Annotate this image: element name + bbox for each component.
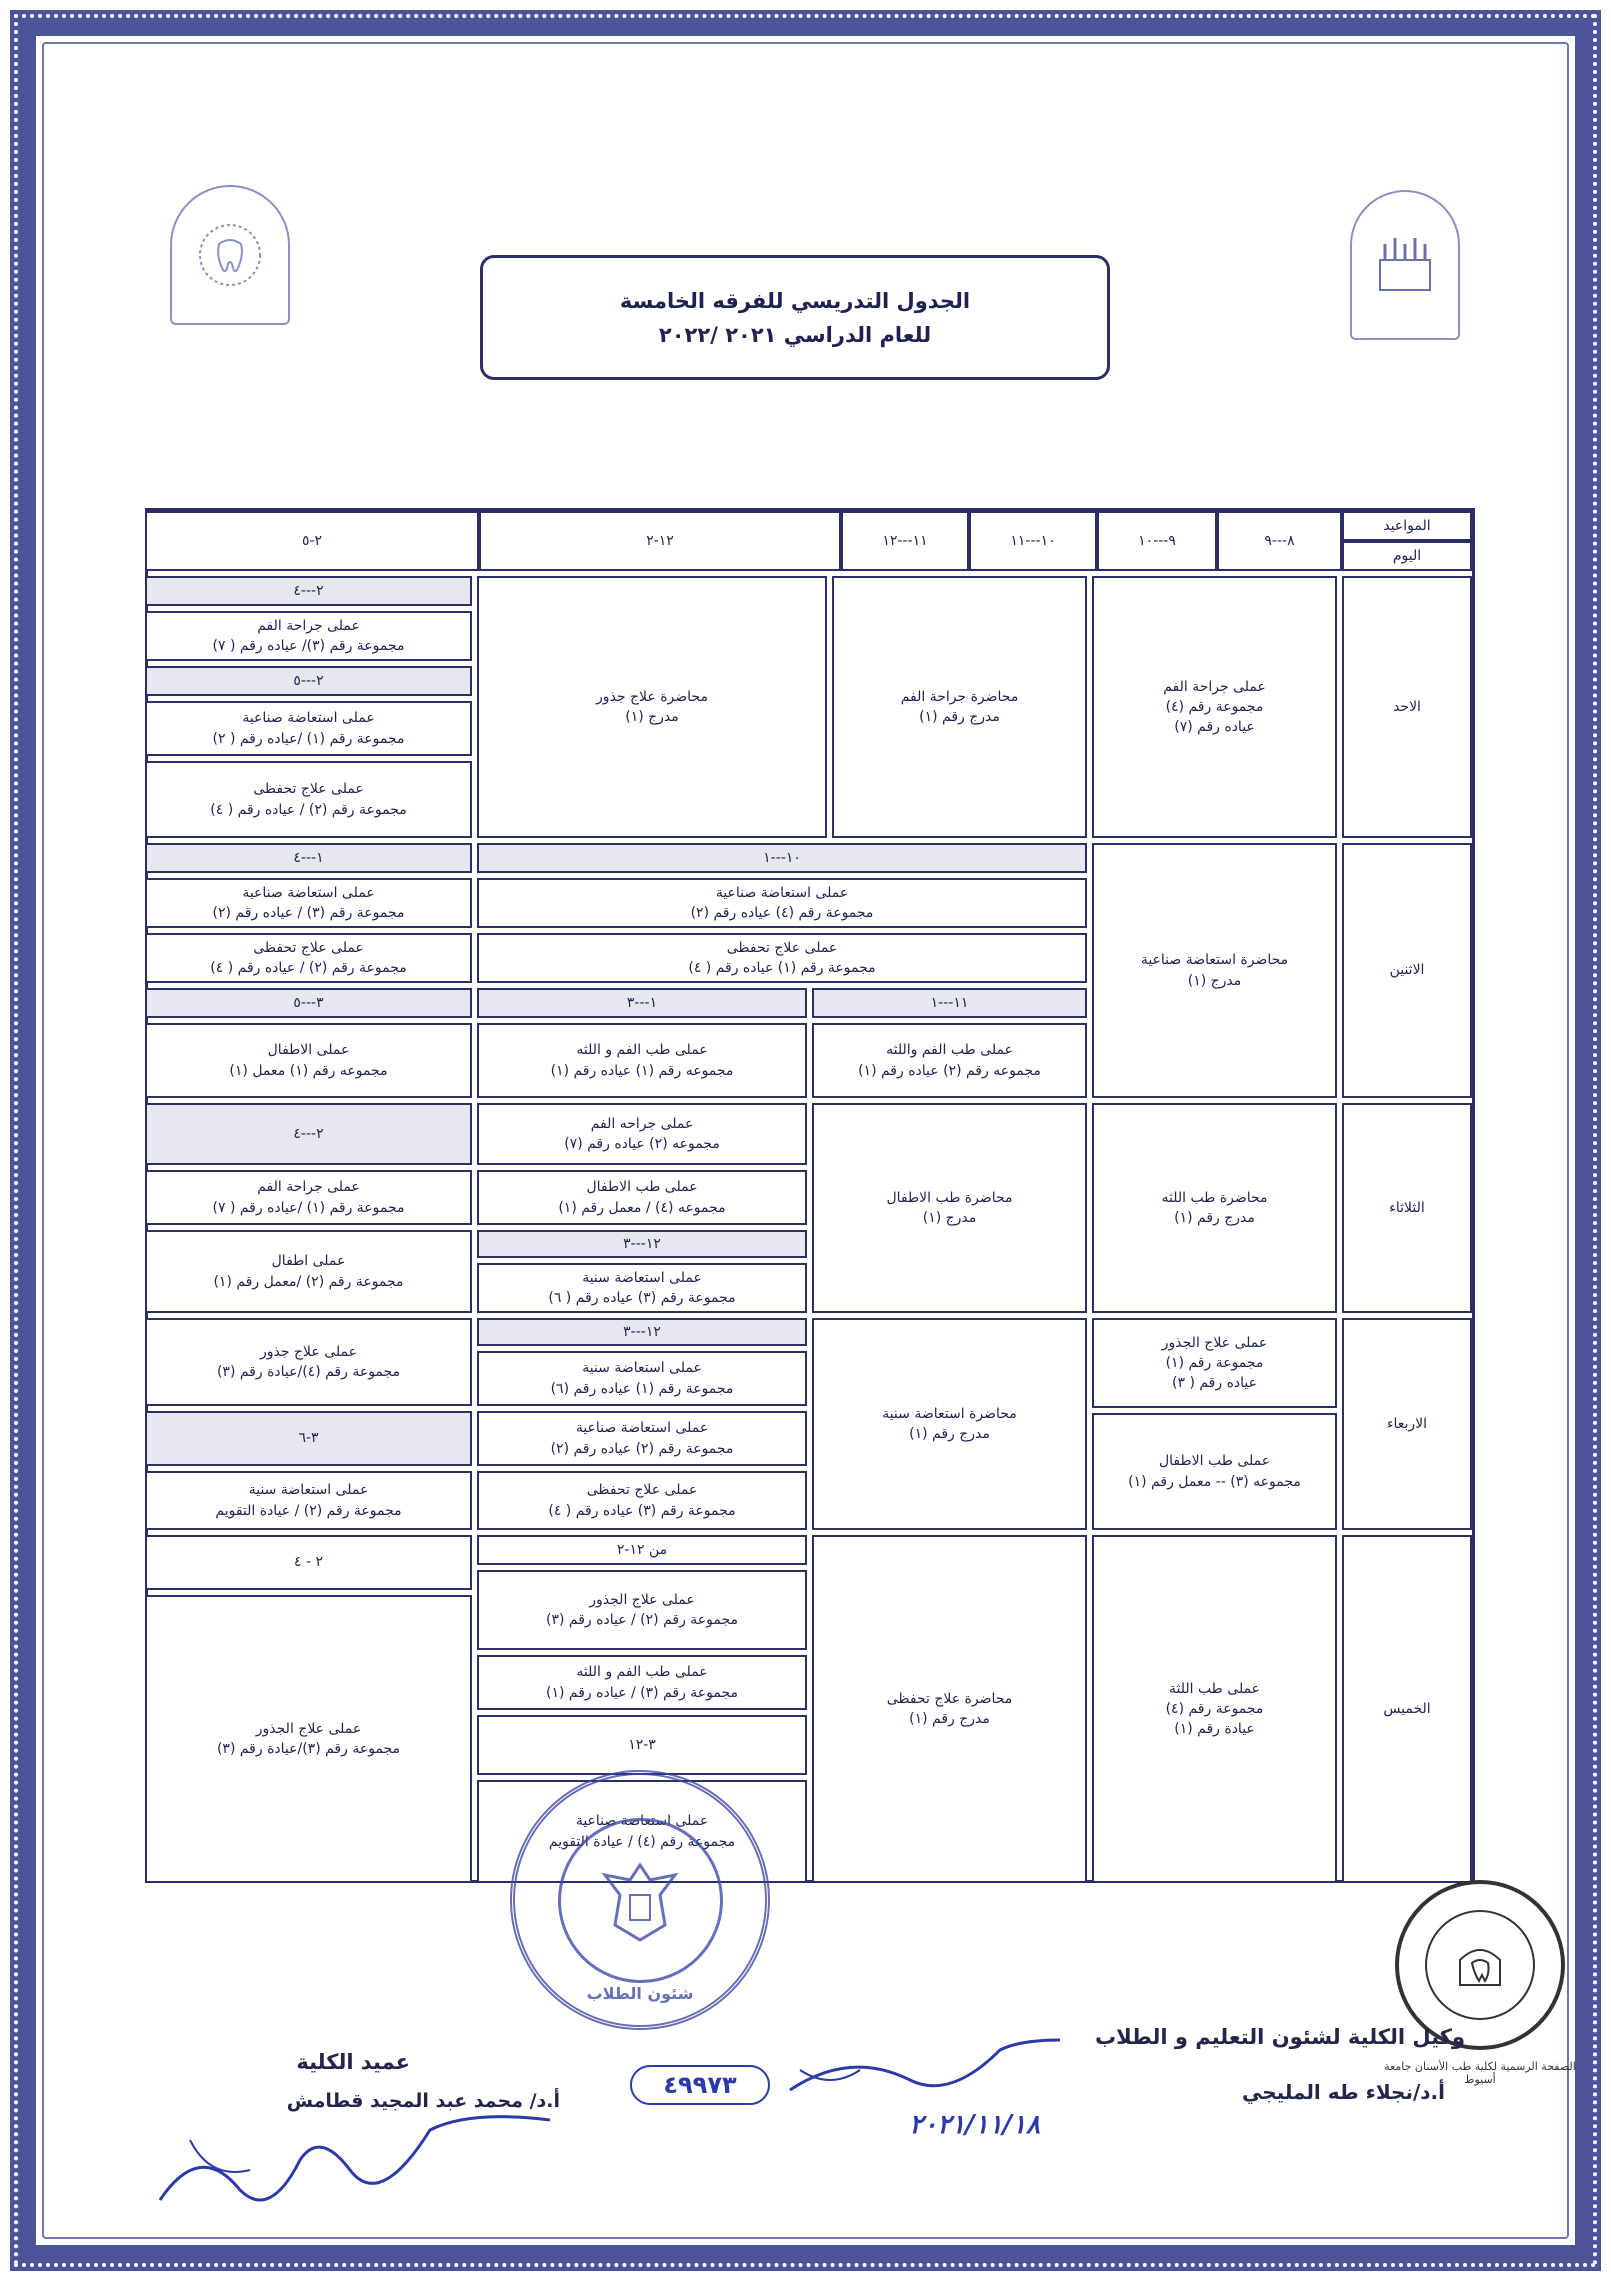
time-label: ١١---١: [930, 994, 969, 1011]
sunday-session-b: [145, 701, 472, 756]
header-day: [1342, 541, 1472, 571]
session-title: محاضرة طب اللثه: [1161, 1189, 1268, 1206]
wednesday-time-right: [145, 1411, 472, 1466]
wednesday-8-10-b: [1092, 1413, 1337, 1530]
time-label: ٢ - ٤: [294, 1554, 324, 1571]
dean-name: أ.د/ محمد عبد المجيد قطامش: [286, 2090, 560, 2112]
session-title: عملى استعاضة صناعية: [242, 710, 375, 727]
time-label: ١١---١٢: [882, 532, 928, 549]
sunday-10-12: [832, 576, 1087, 838]
title-box: [480, 255, 1110, 380]
header-times: [1342, 511, 1472, 541]
session-detail: مدرج (١): [1187, 972, 1242, 989]
session-detail: مجموعه رقم (١) معمل (١): [229, 1062, 388, 1079]
session-title: عملى استعاضة صناعية: [575, 1420, 709, 1437]
time-label: ١---٤: [293, 849, 324, 866]
session-detail: مجموعه (٢) عياده رقم (٧): [564, 1136, 720, 1152]
wednesday-right-1: [145, 1318, 472, 1406]
session-title: عملى استعاضة صناعية: [715, 884, 849, 901]
sunday-12-2: [477, 576, 827, 838]
session-title: عملى استعاضة سنية: [582, 1360, 702, 1377]
session-detail: مدرج رقم (١): [909, 1711, 990, 1727]
time-label: ٢---٥: [293, 672, 324, 689]
thursday-time-right: [145, 1535, 472, 1590]
student-affairs-stamp: [510, 1770, 770, 2030]
time-slot: [841, 511, 969, 571]
session-title: عملى علاج الجذور: [589, 1591, 695, 1608]
session-detail: مجموعة رقم (١) عياده رقم ( ٤): [688, 960, 876, 976]
session-title: عملى جراحة الفم: [257, 617, 360, 634]
session-detail: مجموعة رقم (٢) /معمل رقم (١): [213, 1273, 404, 1290]
session-detail: مجموعة رقم (٣)/عيادة رقم (٣): [216, 1741, 401, 1757]
day-label: الاثنين: [1389, 962, 1425, 979]
vice-dean-signature: [780, 2030, 1080, 2110]
session-detail: مدرج رقم (١): [909, 1426, 990, 1442]
time-label: ٣---٥: [293, 994, 324, 1011]
tuesday-mid-3: [477, 1263, 807, 1313]
session-detail: مجموعة رقم (٣) عياده رقم ( ٤): [548, 1502, 736, 1519]
session-detail: مدرج رقم (١): [1174, 1210, 1255, 1226]
day-wednesday: [1342, 1318, 1472, 1530]
session-title: عملى علاج الجذور: [255, 1720, 362, 1737]
session-title: عملى علاج تحفظى: [253, 781, 364, 798]
dean-title: عميد الكلية: [296, 2050, 410, 2074]
seal-text: الصفحة الرسمية لكلية طب الأسنان جامعة أسيوط: [1384, 2060, 1576, 2086]
session-detail: مجموعة رقم (٢) / عياده رقم ( ٤): [210, 960, 407, 976]
sunday-session-a: [145, 611, 472, 661]
handwritten-date: ٢٠٢١/١١/١٨: [909, 2110, 1040, 2140]
day-sunday: [1342, 576, 1472, 838]
monday-time-b: [477, 988, 807, 1018]
thursday-8-10: [1092, 1535, 1337, 1883]
session-title: عملى استعاضة صناعية: [575, 1813, 709, 1830]
tuesday-mid-1: [477, 1103, 807, 1165]
time-label: ١٢---٣: [623, 1235, 661, 1252]
session-title: عملى طب الفم و اللثه: [576, 1042, 708, 1059]
session-detail: مجموعه رقم (١) عياده رقم (١): [550, 1062, 734, 1079]
session-detail: مجموعة رقم (٣) / عياده رقم (٢): [212, 905, 405, 921]
thursday-time-mid: [477, 1535, 807, 1565]
session-title: محاضرة علاج تحفظى: [886, 1690, 1013, 1707]
monday-right-2: [145, 933, 472, 983]
time-label: ٢---٤: [293, 582, 324, 599]
monday-x3: [145, 1023, 472, 1098]
thursday-right-1: [145, 1595, 472, 1883]
thursday-time-mid-2: [477, 1715, 807, 1775]
sunday-session-c: [145, 761, 472, 838]
monday-mid-2: [477, 933, 1087, 983]
day-label: الاحد: [1393, 698, 1421, 715]
time-label: ٨---٩: [1264, 532, 1295, 549]
session-title: عملى علاج تحفظى: [253, 939, 364, 956]
vice-dean-name: أ.د/نجلاء طه المليجي: [1242, 2080, 1445, 2104]
session-title: عملى طب اللثة: [1168, 1680, 1261, 1697]
time-label: ١---٣: [626, 994, 658, 1011]
time-slot: [145, 511, 479, 571]
session-detail: مجموعة رقم (٤): [1165, 698, 1264, 715]
session-detail: عياده رقم (٧): [1174, 719, 1255, 736]
tuesday-time-right: [145, 1103, 472, 1165]
time-label: ١٠---١: [763, 849, 801, 866]
session-title: عملى استعاضة سنية: [582, 1269, 702, 1286]
time-slot: [1097, 511, 1217, 571]
stamp-inner: [558, 1818, 723, 1983]
session-detail: مدرج (١): [625, 709, 679, 725]
session-title: محاضرة علاج جذور: [596, 688, 708, 705]
faculty-logo: [170, 185, 290, 325]
time-label: ١٢---٣: [623, 1323, 661, 1340]
time-slot: [969, 511, 1097, 571]
schedule-table: [145, 508, 1475, 1883]
session-detail: مجموعة رقم (٤) / عيادة التقويم: [548, 1833, 736, 1850]
session-detail: مجموعة رقم (١) عياده رقم (٦): [550, 1380, 734, 1397]
time-label: ١٠---١١: [1010, 532, 1056, 549]
thursday-mid-1: [477, 1570, 807, 1650]
tuesday-10-12: [812, 1103, 1087, 1313]
university-logo: [1350, 190, 1460, 340]
sunday-8-10: [1092, 576, 1337, 838]
schedule-title: الجدول التدريسي للفرقه الخامسة: [619, 288, 971, 313]
session-title: عملى جراحة الفم: [257, 1179, 360, 1196]
session-title: عملى اطفال: [271, 1253, 346, 1270]
session-detail: مجموعه (٤) / معمل رقم (١): [558, 1199, 726, 1216]
session-title: عملى علاج الجذور: [1161, 1334, 1268, 1351]
dean-signature: [150, 2110, 570, 2220]
monday-time-a: [812, 988, 1087, 1018]
time-label: ٢-٥: [301, 532, 323, 549]
session-detail: مجموعة رقم (٣) عياده رقم ( ٦): [548, 1290, 736, 1306]
monday-time-right: [145, 843, 472, 873]
session-title: عملى استعاضة صناعية: [242, 884, 375, 901]
wednesday-mid-2: [477, 1411, 807, 1466]
session-detail: مجموعة رقم (٤)/عيادة رقم (٣): [216, 1364, 401, 1380]
header-day-label: اليوم: [1392, 547, 1422, 564]
session-title: محاضرة جراحة الفم: [900, 688, 1019, 705]
session-detail: مجموعه رقم (٢) عياده رقم (١): [858, 1062, 1041, 1079]
vice-dean-title: وكيل الكلية لشئون التعليم و الطلاب: [1095, 2025, 1465, 2049]
sunday-time-a: [145, 576, 472, 606]
monday-right-1: [145, 878, 472, 928]
day-tuesday: [1342, 1103, 1472, 1313]
session-detail: مجموعه (٣) -- معمل رقم (١): [1128, 1473, 1301, 1490]
monday-time-mid: [477, 843, 1087, 873]
day-label: الثلاثاء: [1389, 1199, 1425, 1216]
session-title: عملى جراحه الفم: [590, 1115, 694, 1132]
time-label: ٢---٤: [293, 1125, 324, 1142]
session-title: عملى طب الاطفال: [1158, 1453, 1271, 1470]
time-label: ١٢-٢: [646, 532, 674, 549]
assiut-university-logo-icon: [1370, 230, 1440, 300]
time-label: من ١٢-٢: [616, 1541, 668, 1558]
wednesday-8-10-a: [1092, 1318, 1337, 1408]
time-label: ٣-١٢: [628, 1736, 656, 1753]
session-detail: مجموعة رقم (٢) / عياده رقم ( ٤): [210, 801, 407, 818]
wednesday-mid-1: [477, 1351, 807, 1406]
faculty-seal-icon: [1450, 1935, 1510, 1995]
time-label: ٣-٦: [298, 1430, 319, 1447]
wednesday-mid-3: [477, 1471, 807, 1530]
thursday-mid-2: [477, 1655, 807, 1710]
session-detail: مدرج رقم (١): [919, 709, 1000, 725]
academic-year: للعام الدراسي ٢٠٢١ /٢٠٢٢: [658, 322, 932, 347]
session-title: محاضرة استعاضة سنية: [882, 1405, 1017, 1422]
wednesday-right-2: [145, 1471, 472, 1530]
session-title: عملى جراحة الفم: [1163, 678, 1266, 695]
day-monday: [1342, 843, 1472, 1098]
tuesday-right-2: [145, 1230, 472, 1313]
tuesday-mid-2: [477, 1170, 807, 1225]
session-title: عملى طب الاطفال: [586, 1179, 698, 1196]
session-detail: مجموعة رقم (٤): [1165, 1700, 1264, 1717]
tuesday-right-1: [145, 1170, 472, 1225]
reference-number: ٤٩٩٧٣: [630, 2065, 770, 2105]
session-detail: مجموعة رقم (١): [1165, 1354, 1264, 1371]
session-title: عملى علاج جذور: [260, 1343, 357, 1360]
monday-x1: [812, 1023, 1087, 1098]
session-title: محاضرة طب الاطفال: [886, 1189, 1013, 1206]
stamp-label: شئون الطلاب: [586, 1984, 694, 2003]
seal-inner: [1425, 1910, 1535, 2020]
session-title: عملى علاج تحفظى: [726, 939, 838, 956]
session-detail: عيادة رقم (١): [1174, 1721, 1255, 1738]
thursday-10-12: [812, 1535, 1087, 1883]
monday-x2: [477, 1023, 807, 1098]
session-title: عملى الاطفال: [267, 1042, 350, 1059]
session-detail: مجموعة رقم (٢) / عياده رقم (٣): [546, 1612, 739, 1628]
monday-8-10: [1092, 843, 1337, 1098]
monday-time-c: [145, 988, 472, 1018]
tuesday-time-mid: [477, 1230, 807, 1258]
time-slot: [479, 511, 841, 571]
time-slot: [1217, 511, 1342, 571]
sunday-time-b: [145, 666, 472, 696]
session-detail: مجموعة رقم (٣)/ عياده رقم ( ٧): [212, 638, 405, 654]
session-detail: عياده رقم ( ٣): [1172, 1375, 1257, 1392]
session-detail: مجموعة رقم (١) /عياده رقم ( ٢): [212, 730, 405, 747]
session-detail: مجموعة رقم (٣) / عياده رقم (١): [546, 1684, 739, 1701]
session-title: عملى علاج تحفظى: [586, 1482, 698, 1499]
day-label: الاربعاء: [1386, 1415, 1428, 1432]
header-times-label: المواعيد: [1383, 517, 1431, 534]
wednesday-time-mid: [477, 1318, 807, 1346]
session-title: عملى طب الفم واللثه: [886, 1042, 1013, 1059]
eagle-emblem-icon: [585, 1845, 695, 1955]
tooth-faculty-logo-icon: [195, 220, 265, 290]
monday-mid-1: [477, 878, 1087, 928]
session-detail: مدرج (١): [922, 1210, 977, 1226]
day-thursday: [1342, 1535, 1472, 1883]
session-detail: مجموعة رقم (٤) عياده رقم (٢): [690, 905, 874, 921]
session-title: محاضرة استعاضة صناعية: [1140, 952, 1289, 969]
time-label: ٩---١٠: [1138, 532, 1176, 549]
tuesday-8-10: [1092, 1103, 1337, 1313]
session-detail: مجموعة رقم (١) /عياده رقم ( ٧): [212, 1199, 405, 1216]
session-title: عملى طب الفم و اللثه: [576, 1664, 708, 1681]
session-detail: مجموعة رقم (٢) / عيادة التقويم: [215, 1502, 402, 1519]
day-label: الخميس: [1383, 1700, 1431, 1717]
session-detail: مجموعة رقم (٢) عياده رقم (٢): [550, 1440, 734, 1457]
session-title: عملى استعاضة سنية: [248, 1482, 369, 1499]
wednesday-10-12: [812, 1318, 1087, 1530]
